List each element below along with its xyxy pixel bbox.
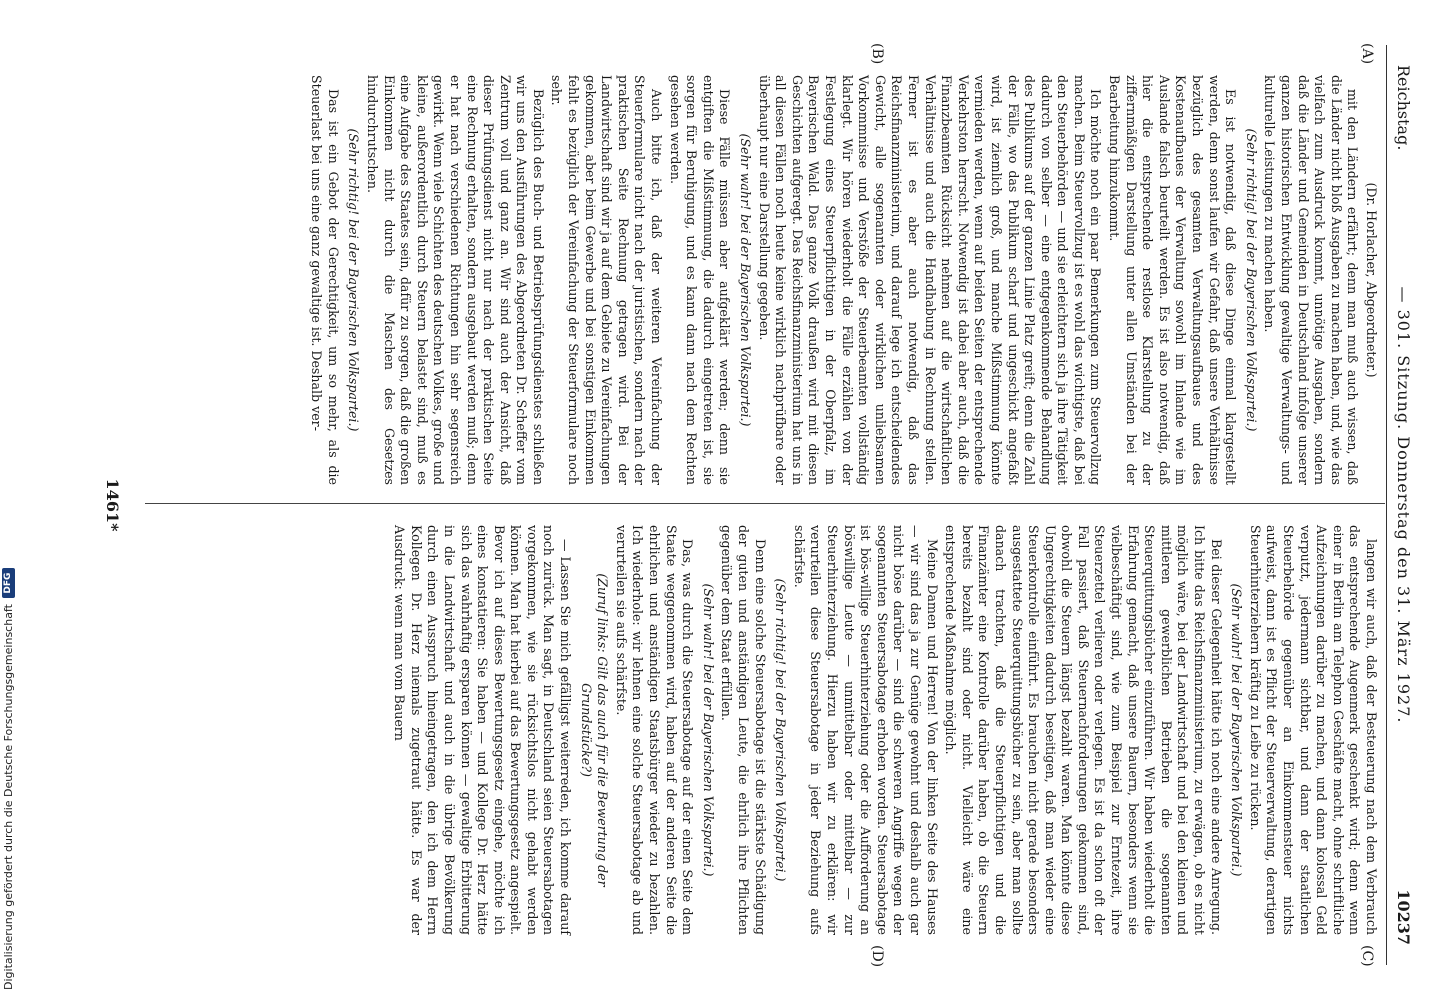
left-column bbox=[306, 75, 1379, 485]
rotated-page-content bbox=[85, 25, 1415, 985]
document-page bbox=[30, 0, 1434, 1000]
header-rule bbox=[1386, 45, 1387, 965]
paragraph: — Lassen Sie mich gefälligst weiterreden, ich komme darauf noch zurück. Man sagt, in Deutschland seien Steuersabotagen vorgekommen, wie sie rücksichtslos nicht gehabt werden können. Man hat hierbei auf das Bewertungsgesetz angespielt. Bevor ich auf dieses Bewertungsgesetz eingehe, möchte ich eines konstatieren: Sie haben — und Kollege Dr. Herz hätte sich das wahrhaftig ersparen können — gewaltige Erbitterung in die Landwirtschaft und auch in die übrige Bevölkerung durch einen Ausspruch hineingetragen, den ich dem Herrn Kollegen Dr. Herz niemals zugetraut hätte. Es war der Ausdruck: wenn man vom Bauern bbox=[392, 525, 574, 935]
paragraph: Meine Damen und Herren! Von der linken Seite des Hauses — wir sind das ja zur Genüge gewohnt und deshalb auch gar nicht böse darüber — sind die schweren Angriffe wegen der sogenannten Steuersabotage erhoben worden. Steuersabotage ist bös-willige Steuerhinterziehung oder die Aufforderung an böswillige Leute — unmittelbar oder mittelbar — zur Steuerhinterziehung. Hierzu haben wir zu erklären: wir verurteilen diese Steuersabotage in jeder Beziehung aufs schärfste. bbox=[791, 525, 940, 935]
margin-marker-a: (A) bbox=[1359, 43, 1375, 65]
margin-marker-d: (D) bbox=[869, 945, 885, 968]
header-center: — 301. Sitzung. Donnerstag den 31. März 1927. bbox=[1394, 286, 1413, 724]
interjection: (Sehr wahr! bei der Bayerischen Volkspartei.) bbox=[1229, 583, 1245, 877]
paragraph: langen wir auch, daß der Besteuerung nach dem Verbrauch das entsprechende Augenmerk geschenkt wird; denn wenn einer in Berlin am Telephon Geschäfte macht, ohne schriftliche Aufzeichnungen darüber zu machen, und dann kolossal Geld verputzt, jedermann sichtbar, und dann der staatlichen Steuerbehörde gegenüber an Einkommensteuer nichts aufweist, dann ist es Pflicht der Steuerverwaltung, derartigen Steuerhinterziehern kräftig zu Leibe zu rücken. bbox=[1247, 525, 1379, 935]
footer-text: Digitalisierung gefördert durch die Deutsche Forschungsgemeinschaft bbox=[2, 604, 15, 990]
interjection: (Sehr richtig! bei der Bayerischen Volkspartei.) bbox=[346, 128, 362, 432]
dfg-logo: DFG bbox=[2, 568, 15, 598]
paragraph: Das, was durch die Steuersabotage auf der einen Seite dem Staate weggenommen wird, haben auf der anderen Seite die ehrlichen und anständigen Staatsbürger wieder zu bezahlen. Ich wiederhole: wir lehnen eine solche Steuersabotage ab und verurteilen sie aufs schärfste. bbox=[613, 525, 696, 935]
interjection: (Zuruf links: Gilt das auch für die Bewertung der Grundstücke?) bbox=[578, 573, 611, 887]
margin-marker-c: (C) bbox=[1359, 945, 1375, 967]
header-page-number: 10237 bbox=[1394, 889, 1413, 945]
paragraph: Bezüglich des Buch- und Betriebsprüfungsdienstes schließen wir uns den Ausführungen des Abgeordneten Dr. Scheffer vom Zentrum voll und ganz an. Wir sind auch der Ansicht, daß dieser Prüfungsdienst nicht nur nach der praktischen Seite eine Rechnung erhalten, sondern ausgebaut werden muß; denn er hat nach verschiedenen Richtungen hin sehr segensreich gewirkt. Wenn viele Schichten des deutschen Volkes, große und kleine, außerordentlich durch Steuern belastet sind, muß es eine Aufgabe des Staates sein, dafür zu sorgen, daß die großen Einkommen nicht durch die Maschen des Gesetzes hindurchrutschen. bbox=[364, 75, 546, 485]
paragraph: Es ist notwendig, daß diese Dinge einmal klargestellt werden, denn sonst laufen wir Gefahr, daß unsere Verhältnisse bezüglich des gesamten Verwaltungsaufbaues und des Kostenaufbaues der Verwaltung sowohl im Inlande wie im Auslande falsch beurteilt werden. Es ist also notwendig, daß hier die entsprechende restlose Klarstellung zu der ziffernmäßigen Darstellung unter allen Umständen bei der Bearbeitung hinzukommt. bbox=[1107, 75, 1239, 485]
interjection: (Sehr wahr! bei der Bayerischen Volkspartei.) bbox=[738, 133, 754, 427]
paragraph: Bei dieser Gelegenheit hätte ich noch eine andere Anregung. Ich bitte das Reichsfinanzministerium, zu erwägen, ob es nicht möglich wäre, bei der Landwirtschaft und bei den kleinen und mittleren gewerblichen Betrieben die sogenannten Steuerquittungsbücher einzuführen. Wir haben wiederholt die Erfahrung gemacht, daß unsere Bauern, besonders wenn sie vielbeschäftigt sind, wie zum Beispiel zur Erntezeit, ihre Steuerzettel verlieren oder verlegen. Es ist da schon oft der Fall passiert, daß Steuernachforderungen gekommen sind, obwohl die Steuern längst bezahlt waren. Man könnte diese Ungerechtigkeiten dadurch beseitigen, daß man wieder eine Steuerkontrolle einführt. Es brauchen nicht gerade besonders ausgestattete Steuerquittungsbücher zu sein, aber man sollte danach trachten, daß die Steuerpflichtigen und die Finanzämter eine Kontrolle darüber haben, ob die Steuern bereits bezahlt sind oder nicht. Vielleicht wäre eine entsprechende Maßnahme möglich. bbox=[943, 525, 1224, 935]
paragraph: Auch bitte ich, daß der weiteren Vereinfachung der Steuerformulare nicht nach der juristischen, sondern nach der praktischen Seite Rechnung getragen wird. Bei der Landwirtschaft sind wir ja auf dem Gebiete zu Vereinfachungen gekommen, aber beim Gewerbe und bei sonstigen Einkommen fehlt es bezüglich der Vereinfachung der Steuerformulare noch sehr. bbox=[549, 75, 665, 485]
header-left: Reichstag. bbox=[1394, 65, 1413, 151]
paragraph: mit den Ländern erfährt; denn man muß auch wissen, daß die Länder nicht bloß Ausgaben zu machen haben, und, wie das vielfach zum Ausdruck kommt, unnötige Ausgaben, sondern daß die Länder und Gemeinden in Deutschland infolge unserer ganzen historischen Entwicklung gewaltige Verwaltungs- und kulturelle Leistungen zu machen haben. bbox=[1262, 75, 1361, 485]
paragraph: Ich möchte noch ein paar Bemerkungen zum Steuervollzug machen. Beim Steuervollzug ist es wohl das wichtigste, daß bei den Steuerbehörden — und sie erleichtern sich ja ihre Tätigkeit dadurch von selber — eine entgegenkommende Behandlung des Publikums auf der ganzen Linie Platz greift; denn die Zahl der Fälle, wo das Publikum scharf und ungeschickt angefaßt wird, ist ziemlich groß, und manche Mißstimmung könnte vermieden werden, wenn auf beiden Seiten der entsprechende Verkehrston herrscht. Notwendig ist dabei aber auch, daß die Finanzbeamten Rücksicht nehmen auf die wirtschaftlichen Verhältnisse und auch die Handhabung in Rechnung stellen. Ferner ist es aber auch notwendig, daß das Reichsfinanzministerium, und darauf lege ich entscheidendes Gewicht, alle sogenannten oder wirklichen unliebsamen Vorkommnisse und Verstöße der Steuerbeamten vollständig klarlegt. Wir hören wiederholt die Fälle erzählen von der Festlegung eines Steuerpflichtigen in der Oberpfalz, im Bayerischen Wald. Das ganze Volk draußen wird mit diesen Geschichten aufgeregt. Das Reichsfinanzministerium hat uns in all diesen Fällen noch heute keine wirklich nachprüfbare oder überhaupt nur eine Darstellung gegeben. bbox=[756, 75, 1104, 485]
interjection: (Sehr richtig! bei der Bayerischen Volkspartei.) bbox=[1243, 128, 1259, 432]
footer-vertical bbox=[0, 0, 22, 1000]
interjection: (Sehr richtig! bei der Bayerischen Volkspartei.) bbox=[773, 578, 789, 882]
page-header bbox=[1389, 25, 1415, 985]
paragraph: Denn eine solche Steuersabotage ist die stärkste Schädigung der guten und anständigen Leute, die ehrlich ihre Pflichten gegenüber dem Staat erfüllen. bbox=[719, 525, 768, 935]
column-divider bbox=[145, 503, 1385, 504]
footer-inner bbox=[2, 568, 15, 990]
margin-marker-b: (B) bbox=[869, 43, 885, 65]
right-column bbox=[389, 525, 1379, 935]
speaker-line: (Dr. Horlacher, Abgeordneter.) bbox=[1364, 182, 1379, 378]
interjection: (Sehr wahr! bei der Bayerischen Volkspartei.) bbox=[700, 583, 716, 877]
page-number-bottom: 1461* bbox=[103, 478, 122, 532]
paragraph: Das ist ein Gebot der Gerechtigkeit, um so mehr, als die Steuerlast bei uns eine ganz gewaltige ist. Deshalb ver- bbox=[309, 75, 341, 485]
paragraph: Diese Fälle müssen aber aufgeklärt werden; denn sie entgiften die Mißstimmung, die dadurch eingetreten ist, sie sorgen für Beruhigung, und es kann dann nach dem Rechten gesehen werden. bbox=[667, 75, 733, 485]
